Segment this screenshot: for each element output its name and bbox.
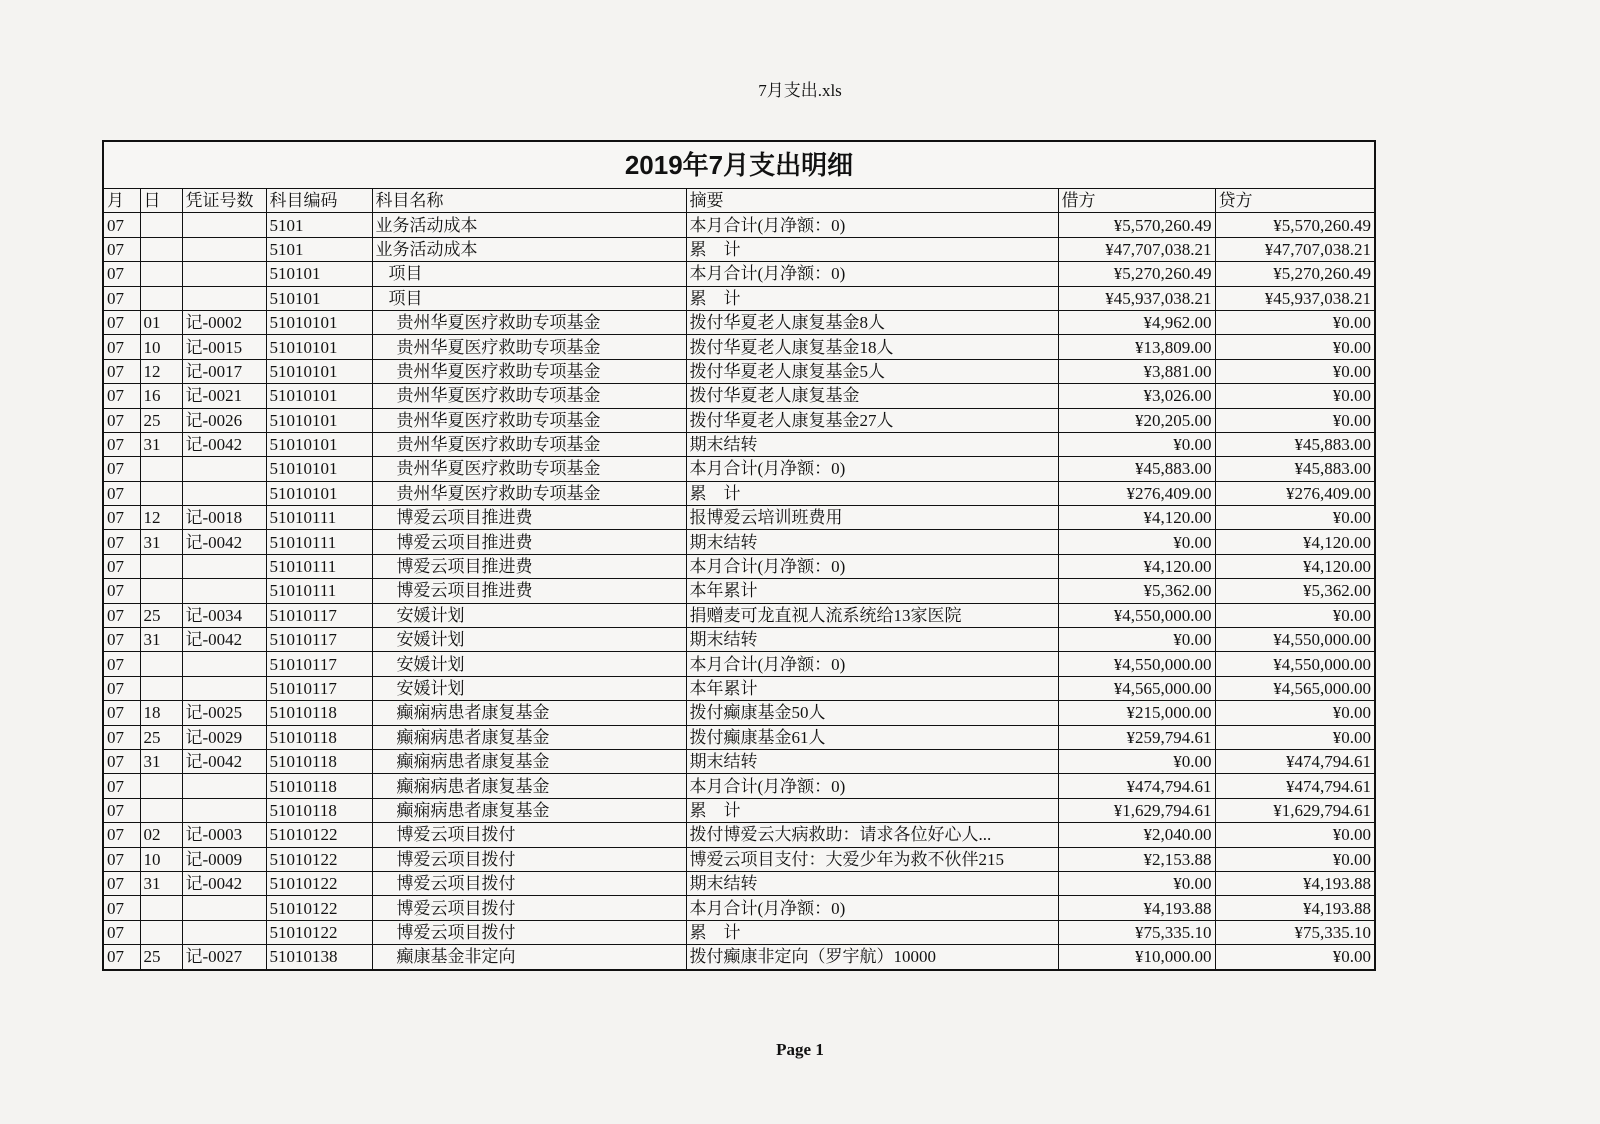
cell-summary: 期末结转 xyxy=(686,749,1058,773)
cell-day xyxy=(140,774,182,798)
table-row xyxy=(104,408,1374,432)
cell-month: 07 xyxy=(104,871,140,895)
col-header-summary: 摘要 xyxy=(686,189,1058,213)
cell-summary: 本年累计 xyxy=(686,579,1058,603)
cell-day xyxy=(140,262,182,286)
col-header-code: 科目编码 xyxy=(266,189,372,213)
cell-credit: ¥4,550,000.00 xyxy=(1215,652,1374,676)
cell-credit: ¥45,883.00 xyxy=(1215,457,1374,481)
cell-day xyxy=(140,213,182,237)
cell-debit: ¥0.00 xyxy=(1058,628,1215,652)
cell-debit: ¥0.00 xyxy=(1058,871,1215,895)
cell-day xyxy=(140,896,182,920)
cell-code: 51010111 xyxy=(266,579,372,603)
cell-voucher: 记-0029 xyxy=(182,725,266,749)
cell-month: 07 xyxy=(104,823,140,847)
expense-table xyxy=(104,189,1374,969)
table-row xyxy=(104,310,1374,334)
page-number: Page 1 xyxy=(776,1040,824,1059)
cell-code: 51010111 xyxy=(266,554,372,578)
cell-voucher xyxy=(182,262,266,286)
cell-voucher: 记-0034 xyxy=(182,603,266,627)
cell-credit: ¥0.00 xyxy=(1215,335,1374,359)
cell-month: 07 xyxy=(104,725,140,749)
table-row xyxy=(104,481,1374,505)
cell-summary: 期末结转 xyxy=(686,628,1058,652)
cell-credit: ¥45,883.00 xyxy=(1215,432,1374,456)
cell-voucher xyxy=(182,286,266,310)
cell-day xyxy=(140,554,182,578)
cell-credit: ¥5,362.00 xyxy=(1215,579,1374,603)
cell-day xyxy=(140,457,182,481)
cell-month: 07 xyxy=(104,603,140,627)
cell-day: 31 xyxy=(140,432,182,456)
cell-day xyxy=(140,286,182,310)
cell-credit: ¥5,570,260.49 xyxy=(1215,213,1374,237)
cell-month: 07 xyxy=(104,262,140,286)
cell-summary: 拨付华夏老人康复基金18人 xyxy=(686,335,1058,359)
col-header-debit: 借方 xyxy=(1058,189,1215,213)
cell-debit: ¥4,962.00 xyxy=(1058,310,1215,334)
col-header-voucher: 凭证号数 xyxy=(182,189,266,213)
cell-summary: 拨付癫康基金61人 xyxy=(686,725,1058,749)
cell-day: 10 xyxy=(140,847,182,871)
cell-name: 贵州华夏医疗救助专项基金 xyxy=(372,408,686,432)
table-row xyxy=(104,725,1374,749)
cell-name: 贵州华夏医疗救助专项基金 xyxy=(372,335,686,359)
cell-summary: 拨付癫康基金50人 xyxy=(686,701,1058,725)
table-row xyxy=(104,384,1374,408)
table-row xyxy=(104,286,1374,310)
cell-name: 博爱云项目拨付 xyxy=(372,823,686,847)
col-header-credit: 贷方 xyxy=(1215,189,1374,213)
cell-code: 51010118 xyxy=(266,774,372,798)
cell-name: 癫痫病患者康复基金 xyxy=(372,774,686,798)
cell-day xyxy=(140,481,182,505)
cell-voucher xyxy=(182,676,266,700)
cell-code: 51010101 xyxy=(266,408,372,432)
cell-summary: 本月合计(月净额：0) xyxy=(686,652,1058,676)
cell-debit: ¥4,550,000.00 xyxy=(1058,652,1215,676)
cell-summary: 累 计 xyxy=(686,798,1058,822)
cell-summary: 报博爱云培训班费用 xyxy=(686,506,1058,530)
cell-voucher xyxy=(182,896,266,920)
cell-name: 安媛计划 xyxy=(372,652,686,676)
cell-name: 癫康基金非定向 xyxy=(372,945,686,969)
cell-summary: 本月合计(月净额：0) xyxy=(686,554,1058,578)
cell-summary: 累 计 xyxy=(686,286,1058,310)
cell-name: 博爱云项目拨付 xyxy=(372,871,686,895)
cell-voucher xyxy=(182,774,266,798)
cell-code: 51010122 xyxy=(266,871,372,895)
cell-code: 51010111 xyxy=(266,506,372,530)
cell-day: 25 xyxy=(140,725,182,749)
cell-credit: ¥0.00 xyxy=(1215,408,1374,432)
cell-voucher xyxy=(182,920,266,944)
cell-name: 安媛计划 xyxy=(372,603,686,627)
cell-code: 51010118 xyxy=(266,749,372,773)
cell-debit: ¥4,120.00 xyxy=(1058,554,1215,578)
cell-credit: ¥474,794.61 xyxy=(1215,749,1374,773)
cell-debit: ¥5,362.00 xyxy=(1058,579,1215,603)
cell-debit: ¥1,629,794.61 xyxy=(1058,798,1215,822)
cell-name: 安媛计划 xyxy=(372,628,686,652)
cell-debit: ¥474,794.61 xyxy=(1058,774,1215,798)
cell-credit: ¥4,120.00 xyxy=(1215,554,1374,578)
cell-credit: ¥1,629,794.61 xyxy=(1215,798,1374,822)
table-row xyxy=(104,554,1374,578)
cell-day: 31 xyxy=(140,628,182,652)
cell-credit: ¥276,409.00 xyxy=(1215,481,1374,505)
cell-name: 业务活动成本 xyxy=(372,237,686,261)
cell-code: 51010117 xyxy=(266,628,372,652)
cell-code: 51010122 xyxy=(266,823,372,847)
cell-name: 博爱云项目拨付 xyxy=(372,920,686,944)
cell-month: 07 xyxy=(104,530,140,554)
cell-name: 贵州华夏医疗救助专项基金 xyxy=(372,457,686,481)
cell-month: 07 xyxy=(104,481,140,505)
cell-summary: 本月合计(月净额：0) xyxy=(686,457,1058,481)
cell-code: 51010101 xyxy=(266,384,372,408)
cell-month: 07 xyxy=(104,701,140,725)
cell-name: 博爱云项目拨付 xyxy=(372,896,686,920)
cell-code: 51010101 xyxy=(266,481,372,505)
cell-day xyxy=(140,798,182,822)
cell-voucher: 记-0042 xyxy=(182,871,266,895)
cell-debit: ¥0.00 xyxy=(1058,530,1215,554)
table-row xyxy=(104,652,1374,676)
cell-name: 博爱云项目推进费 xyxy=(372,530,686,554)
cell-code: 51010122 xyxy=(266,920,372,944)
cell-debit: ¥0.00 xyxy=(1058,749,1215,773)
cell-voucher: 记-0042 xyxy=(182,530,266,554)
cell-month: 07 xyxy=(104,652,140,676)
cell-name: 项目 xyxy=(372,262,686,286)
cell-code: 51010117 xyxy=(266,676,372,700)
cell-debit: ¥5,570,260.49 xyxy=(1058,213,1215,237)
cell-debit: ¥3,026.00 xyxy=(1058,384,1215,408)
table-row xyxy=(104,237,1374,261)
table-row xyxy=(104,749,1374,773)
table-row xyxy=(104,506,1374,530)
cell-debit: ¥75,335.10 xyxy=(1058,920,1215,944)
cell-voucher xyxy=(182,798,266,822)
cell-name: 癫痫病患者康复基金 xyxy=(372,725,686,749)
cell-name: 业务活动成本 xyxy=(372,213,686,237)
cell-summary: 本月合计(月净额：0) xyxy=(686,896,1058,920)
cell-day xyxy=(140,237,182,261)
cell-month: 07 xyxy=(104,237,140,261)
cell-name: 癫痫病患者康复基金 xyxy=(372,798,686,822)
cell-month: 07 xyxy=(104,579,140,603)
cell-day: 25 xyxy=(140,945,182,969)
cell-summary: 拨付华夏老人康复基金8人 xyxy=(686,310,1058,334)
cell-name: 博爱云项目推进费 xyxy=(372,506,686,530)
cell-month: 07 xyxy=(104,798,140,822)
cell-voucher: 记-0018 xyxy=(182,506,266,530)
cell-month: 07 xyxy=(104,749,140,773)
cell-day: 10 xyxy=(140,335,182,359)
cell-name: 贵州华夏医疗救助专项基金 xyxy=(372,481,686,505)
cell-credit: ¥0.00 xyxy=(1215,359,1374,383)
cell-credit: ¥4,550,000.00 xyxy=(1215,628,1374,652)
cell-credit: ¥474,794.61 xyxy=(1215,774,1374,798)
cell-name: 癫痫病患者康复基金 xyxy=(372,749,686,773)
col-header-name: 科目名称 xyxy=(372,189,686,213)
table-row xyxy=(104,457,1374,481)
cell-name: 博爱云项目推进费 xyxy=(372,554,686,578)
cell-summary: 期末结转 xyxy=(686,530,1058,554)
cell-code: 51010101 xyxy=(266,432,372,456)
cell-voucher: 记-0026 xyxy=(182,408,266,432)
cell-code: 510101 xyxy=(266,286,372,310)
cell-month: 07 xyxy=(104,554,140,578)
cell-voucher: 记-0002 xyxy=(182,310,266,334)
expense-sheet xyxy=(102,140,1376,971)
cell-voucher: 记-0009 xyxy=(182,847,266,871)
cell-debit: ¥4,193.88 xyxy=(1058,896,1215,920)
cell-debit: ¥0.00 xyxy=(1058,432,1215,456)
cell-code: 51010117 xyxy=(266,652,372,676)
cell-month: 07 xyxy=(104,384,140,408)
cell-day: 12 xyxy=(140,506,182,530)
cell-day: 01 xyxy=(140,310,182,334)
cell-summary: 拨付华夏老人康复基金27人 xyxy=(686,408,1058,432)
cell-month: 07 xyxy=(104,359,140,383)
cell-voucher: 记-0025 xyxy=(182,701,266,725)
cell-code: 5101 xyxy=(266,213,372,237)
cell-credit: ¥4,193.88 xyxy=(1215,871,1374,895)
table-row xyxy=(104,359,1374,383)
cell-debit: ¥3,881.00 xyxy=(1058,359,1215,383)
cell-credit: ¥0.00 xyxy=(1215,603,1374,627)
cell-debit: ¥259,794.61 xyxy=(1058,725,1215,749)
cell-credit: ¥0.00 xyxy=(1215,945,1374,969)
col-header-month: 月 xyxy=(104,189,140,213)
cell-debit: ¥4,120.00 xyxy=(1058,506,1215,530)
cell-month: 07 xyxy=(104,920,140,944)
cell-month: 07 xyxy=(104,774,140,798)
cell-name: 博爱云项目拨付 xyxy=(372,847,686,871)
cell-day: 18 xyxy=(140,701,182,725)
cell-name: 癫痫病患者康复基金 xyxy=(372,701,686,725)
col-header-day: 日 xyxy=(140,189,182,213)
cell-code: 51010122 xyxy=(266,896,372,920)
cell-voucher xyxy=(182,457,266,481)
cell-day: 31 xyxy=(140,871,182,895)
cell-summary: 拨付癫康非定向（罗宇航）10000 xyxy=(686,945,1058,969)
cell-code: 51010117 xyxy=(266,603,372,627)
cell-code: 51010101 xyxy=(266,335,372,359)
table-row xyxy=(104,603,1374,627)
cell-summary: 本月合计(月净额：0) xyxy=(686,262,1058,286)
cell-summary: 拨付华夏老人康复基金 xyxy=(686,384,1058,408)
cell-code: 51010138 xyxy=(266,945,372,969)
cell-voucher: 记-0042 xyxy=(182,749,266,773)
cell-day: 25 xyxy=(140,603,182,627)
cell-day: 31 xyxy=(140,530,182,554)
cell-code: 51010101 xyxy=(266,457,372,481)
cell-month: 07 xyxy=(104,432,140,456)
cell-voucher: 记-0042 xyxy=(182,432,266,456)
table-row xyxy=(104,213,1374,237)
cell-day: 02 xyxy=(140,823,182,847)
cell-debit: ¥2,153.88 xyxy=(1058,847,1215,871)
table-row xyxy=(104,847,1374,871)
cell-debit: ¥215,000.00 xyxy=(1058,701,1215,725)
table-row xyxy=(104,871,1374,895)
cell-day: 31 xyxy=(140,749,182,773)
cell-code: 510101 xyxy=(266,262,372,286)
cell-credit: ¥0.00 xyxy=(1215,701,1374,725)
cell-voucher: 记-0003 xyxy=(182,823,266,847)
cell-code: 51010111 xyxy=(266,530,372,554)
table-row xyxy=(104,774,1374,798)
cell-voucher xyxy=(182,481,266,505)
cell-day xyxy=(140,652,182,676)
table-row xyxy=(104,579,1374,603)
cell-month: 07 xyxy=(104,506,140,530)
table-row xyxy=(104,676,1374,700)
cell-summary: 本年累计 xyxy=(686,676,1058,700)
cell-summary: 本月合计(月净额：0) xyxy=(686,213,1058,237)
cell-code: 51010118 xyxy=(266,701,372,725)
cell-day xyxy=(140,579,182,603)
cell-summary: 累 计 xyxy=(686,481,1058,505)
cell-debit: ¥4,565,000.00 xyxy=(1058,676,1215,700)
table-row xyxy=(104,945,1374,969)
cell-credit: ¥4,193.88 xyxy=(1215,896,1374,920)
cell-debit: ¥276,409.00 xyxy=(1058,481,1215,505)
cell-debit: ¥4,550,000.00 xyxy=(1058,603,1215,627)
cell-credit: ¥0.00 xyxy=(1215,725,1374,749)
cell-voucher xyxy=(182,579,266,603)
cell-debit: ¥13,809.00 xyxy=(1058,335,1215,359)
cell-debit: ¥20,205.00 xyxy=(1058,408,1215,432)
cell-month: 07 xyxy=(104,628,140,652)
cell-voucher xyxy=(182,213,266,237)
cell-month: 07 xyxy=(104,945,140,969)
cell-summary: 期末结转 xyxy=(686,871,1058,895)
cell-code: 5101 xyxy=(266,237,372,261)
table-row xyxy=(104,432,1374,456)
table-row xyxy=(104,823,1374,847)
table-row xyxy=(104,262,1374,286)
cell-summary: 拨付博爱云大病救助：请求各位好心人... xyxy=(686,823,1058,847)
cell-credit: ¥75,335.10 xyxy=(1215,920,1374,944)
cell-month: 07 xyxy=(104,310,140,334)
cell-voucher: 记-0021 xyxy=(182,384,266,408)
cell-name: 安媛计划 xyxy=(372,676,686,700)
cell-day xyxy=(140,676,182,700)
cell-voucher xyxy=(182,652,266,676)
cell-summary: 累 计 xyxy=(686,920,1058,944)
cell-code: 51010118 xyxy=(266,725,372,749)
cell-credit: ¥5,270,260.49 xyxy=(1215,262,1374,286)
cell-month: 07 xyxy=(104,286,140,310)
table-body xyxy=(104,213,1374,969)
cell-code: 51010118 xyxy=(266,798,372,822)
table-row xyxy=(104,896,1374,920)
cell-debit: ¥45,937,038.21 xyxy=(1058,286,1215,310)
sheet-title: 2019年7月支出明细 xyxy=(104,142,1374,189)
cell-voucher xyxy=(182,554,266,578)
cell-credit: ¥0.00 xyxy=(1215,823,1374,847)
cell-voucher: 记-0017 xyxy=(182,359,266,383)
cell-credit: ¥45,937,038.21 xyxy=(1215,286,1374,310)
table-row xyxy=(104,628,1374,652)
cell-month: 07 xyxy=(104,676,140,700)
cell-debit: ¥47,707,038.21 xyxy=(1058,237,1215,261)
cell-debit: ¥5,270,260.49 xyxy=(1058,262,1215,286)
cell-credit: ¥47,707,038.21 xyxy=(1215,237,1374,261)
cell-name: 贵州华夏医疗救助专项基金 xyxy=(372,432,686,456)
table-row xyxy=(104,335,1374,359)
file-name: 7月支出.xls xyxy=(758,81,842,100)
cell-name: 项目 xyxy=(372,286,686,310)
table-row xyxy=(104,530,1374,554)
cell-voucher: 记-0027 xyxy=(182,945,266,969)
cell-month: 07 xyxy=(104,335,140,359)
table-row xyxy=(104,701,1374,725)
header-row xyxy=(104,189,1374,213)
cell-voucher: 记-0042 xyxy=(182,628,266,652)
cell-credit: ¥0.00 xyxy=(1215,506,1374,530)
cell-month: 07 xyxy=(104,213,140,237)
cell-month: 07 xyxy=(104,896,140,920)
cell-voucher: 记-0015 xyxy=(182,335,266,359)
cell-debit: ¥2,040.00 xyxy=(1058,823,1215,847)
cell-month: 07 xyxy=(104,457,140,481)
cell-name: 博爱云项目推进费 xyxy=(372,579,686,603)
cell-code: 51010101 xyxy=(266,310,372,334)
cell-summary: 本月合计(月净额：0) xyxy=(686,774,1058,798)
cell-credit: ¥0.00 xyxy=(1215,847,1374,871)
table-row xyxy=(104,920,1374,944)
cell-voucher xyxy=(182,237,266,261)
cell-code: 51010101 xyxy=(266,359,372,383)
cell-credit: ¥4,120.00 xyxy=(1215,530,1374,554)
table-row xyxy=(104,798,1374,822)
cell-name: 贵州华夏医疗救助专项基金 xyxy=(372,359,686,383)
cell-summary: 捐赠麦可龙直视人流系统给13家医院 xyxy=(686,603,1058,627)
cell-name: 贵州华夏医疗救助专项基金 xyxy=(372,310,686,334)
cell-code: 51010122 xyxy=(266,847,372,871)
cell-debit: ¥10,000.00 xyxy=(1058,945,1215,969)
cell-day: 25 xyxy=(140,408,182,432)
cell-day: 12 xyxy=(140,359,182,383)
cell-month: 07 xyxy=(104,408,140,432)
cell-summary: 博爱云项目支付：大爱少年为救不伙伴215 xyxy=(686,847,1058,871)
cell-name: 贵州华夏医疗救助专项基金 xyxy=(372,384,686,408)
cell-credit: ¥4,565,000.00 xyxy=(1215,676,1374,700)
cell-summary: 期末结转 xyxy=(686,432,1058,456)
cell-day: 16 xyxy=(140,384,182,408)
cell-credit: ¥0.00 xyxy=(1215,384,1374,408)
cell-credit: ¥0.00 xyxy=(1215,310,1374,334)
cell-summary: 累 计 xyxy=(686,237,1058,261)
cell-debit: ¥45,883.00 xyxy=(1058,457,1215,481)
cell-month: 07 xyxy=(104,847,140,871)
cell-summary: 拨付华夏老人康复基金5人 xyxy=(686,359,1058,383)
cell-day xyxy=(140,920,182,944)
